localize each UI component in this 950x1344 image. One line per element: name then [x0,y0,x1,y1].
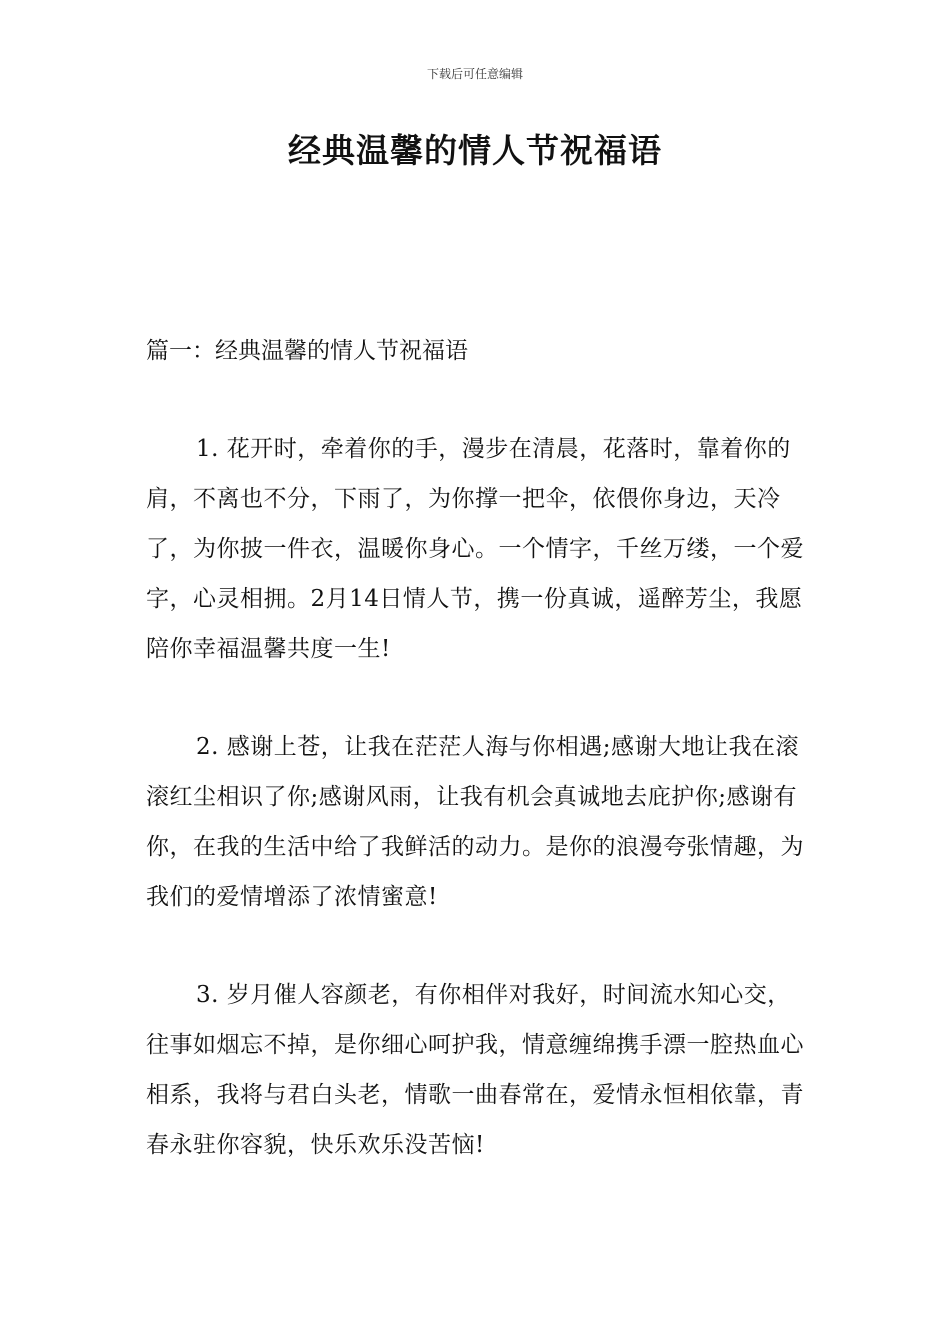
header-note: 下载后可任意编辑 [426,67,523,81]
paragraph-1: 1. 花开时，牵着你的手，漫步在清晨，花落时，靠着你的肩，不离也不分，下雨了，为你撑一把伞，依偎你身边，天冷了，为你披一件衣，温暖你身心。一个情字，千丝万缕，一个爱字，心灵相拥。2月14日情人节，携一份真诚，遥醉芳尘，我愿陪你幸福温馨共度一生! [146,436,804,662]
document-title: 经典温馨的情人节祝福语 [288,131,662,170]
section-heading: 篇一：经典温馨的情人节祝福语 [146,338,468,364]
paragraph-2: 2. 感谢上苍，让我在茫茫人海与你相遇;感谢大地让我在滚滚红尘相识了你;感谢风雨，让我有机会真诚地去庇护你;感谢有你，在我的生活中给了我鲜活的动力。是你的浪漫夸张情趣，为我们的爱情增添了浓情蜜意! [146,734,804,910]
paragraph-3: 3. 岁月催人容颜老，有你相伴对我好，时间流水知心交，往事如烟忘不掉，是你细心呵护我，情意缠绵携手漂一腔热血心相系，我将与君白头老，情歌一曲春常在，爱情永恒相依靠，青春永驻你容貌，快乐欢乐没苦恼! [146,982,804,1158]
